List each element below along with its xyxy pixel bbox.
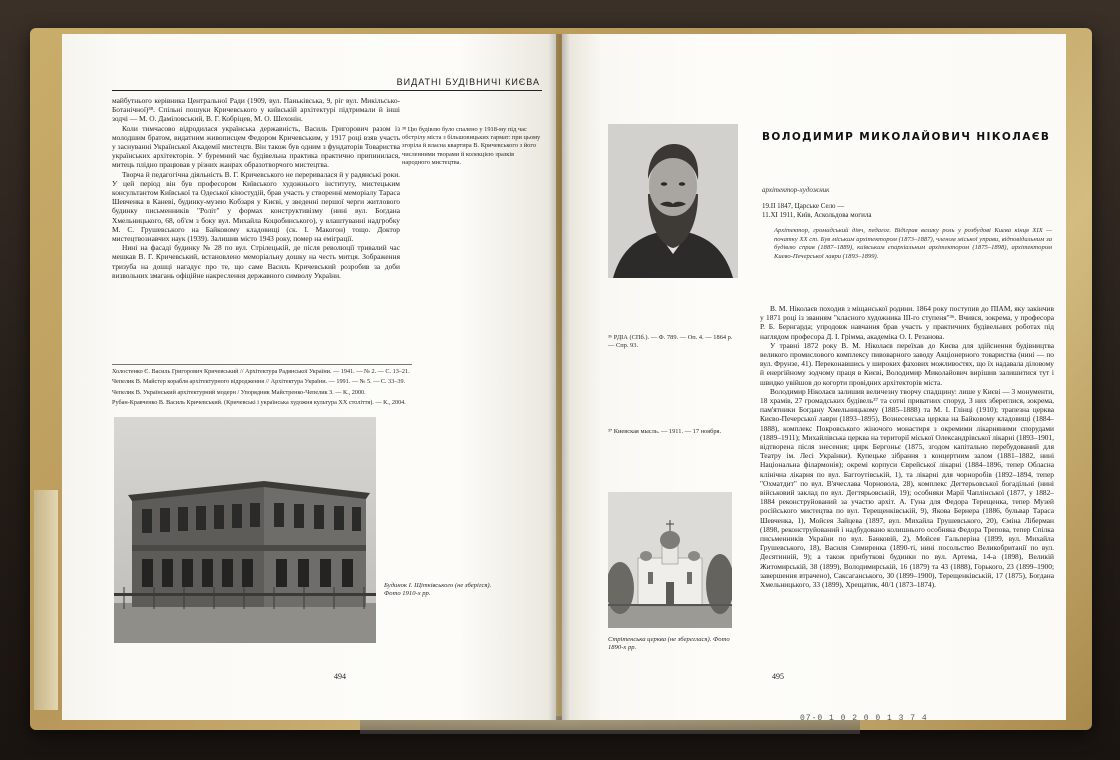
paragraph: Творча й педагогічна діяльність В. Г. Кричевського не переривалася й у радянські роки. У цей період він був професором Київського художнього інституту, мистецьким консультантом Київської та Одеської кіностудій, брав участь у створенні меморіалу Тараса Шевченка в Каневі, будинку-музею Кобзаря у Києві, у зведенні першої черги житлового будинку письменників "Роліт" у формах конструктивізму (нині вул. Богдана Хмельницького, 68, об'єм з боку вул. Михайла Коцюбинського), у влаштуванні надгробку М. С. Грушевського на Байковому кладовищі (ск. І. Макогон) тощо. Доктор мистецтвознавчих наук (1939). Залишив місто 1943 року, помер на еміграції. (112, 169, 400, 244)
church-photo (608, 492, 732, 628)
portrait-svg (608, 124, 738, 278)
book-gutter (548, 34, 570, 720)
paragraph: В. М. Ніколаєв походив з міщанської родини. 1864 року поступив до ПІАМ, яку закінчив у 1871 році із званням "класного художника III-го ступеня"³⁶. Вчився, зокрема, у професора Р. Б. Бернгарда; упродовж навчання брав участь у практичних будівельних роботах під наглядом професора Д. І. Грімма, академіка О. І. Резанова. (760, 304, 1054, 341)
bibliography-entry: Холостенко Є. Василь Григорович Кричевський // Архітектура Радянської України. — 1941. — № 2. — С. 13–21. (112, 368, 410, 375)
bibliography-entry: Рубан-Кравченко В. Василь Кричевський. (Кричевські і українська художня культура XX століття). — К., 2004. (112, 398, 406, 406)
barcode-text: 07-0 1 0 2 0 0 1 3 7 4 (800, 714, 928, 723)
right-page (562, 34, 1066, 720)
death-line: 11.XI 1911, Київ, Аскольдова могила (762, 211, 872, 219)
bibliography-rule (112, 364, 412, 365)
birth-line: 19.II 1847, Царське Село — (762, 202, 845, 210)
building-photo-caption: Будинок І. Щітківського (не зберігся). Фото 1910-х рр. (384, 582, 492, 598)
left-body-text (112, 96, 400, 280)
footnote: ³⁶ РДІА (СПб.). — Ф. 789. — Оп. 4. — 1864 р. — Спр. 93. (608, 334, 733, 350)
running-header: ВИДАТНІ БУДІВНИЧІ КИЄВА (396, 77, 540, 87)
life-dates (762, 202, 871, 220)
footnote: ³⁸ Цю будівлю було спалено у 1918-му під час обстрілу міста з більшовицьких гармат: при цьому згоріла й власна квартира В. Кричевського з його численними творами й колекцією зразків народного мистецтва. (402, 126, 541, 166)
person-role: архітектор-художник (762, 186, 830, 194)
bibliography-entry: Чепелик В. Український архітектурний модерн / Упорядник Майстренко-Чепелик З. — К., 2000. (112, 388, 366, 396)
paragraph: У травні 1872 року В. М. Ніколаєв переїхав до Києва для здійснення будівництва великого промислового комплексу пивоварного заводу Акціонерного товариства (нині — по вул. Фрунзе, 41). Переконавшись у широких фахових можливостях, що їх надавала діловому й енергійному зодчому праця в Києві, Володимир Миколайович вирішив залишитися тут і швидко увійшов до когорти провідних архітекторів міста. (760, 340, 1054, 387)
paragraph: майбутнього керівника Центральної Ради (1909, вул. Паньківська, 9, ріг вул. Микільсько-Ботанічної)³⁸. Спільні пошуки Кричевського у київській архітектурі підтримали й інші зодчі — М. О. Даміловський, В. Г. Кобріцев, М. О. Шехонін. (112, 96, 400, 124)
footnote: ³⁷ Киевская мысль. — 1911. — 17 ноября. (608, 428, 722, 435)
left-page (62, 34, 556, 720)
side-strip (34, 490, 58, 710)
person-name: ВОЛОДИМИР МИКОЛАЙОВИЧ НІКОЛАЄВ (762, 131, 1051, 143)
page-number: 495 (772, 672, 784, 681)
paragraph: Володимир Ніколаєв залишив величезну творчу спадщину: лише у Києві — 3 монументи, 18 храмів, 27 громадських будівель³⁷ та сотні приватних споруд. З них збереглися, зокрема, пам'ятники Богдану Хмельницькому (1885–1888) та М. І. Глінці (1910); трапезна церква Києво-Печерської лаври (1893–1895), Вознесенська церква на Байковому кладовищі (1884–1888), комплекс Покровського жіночого монастиря з окремими лікарняними спорудами (1889–1911); Михайлівська церква на території міської Олександрівської лікарні (1893–1901, відтворена після знесення; цирк Бергоньє (1875, згодом капітально перебудований для Театру ім. Лесі Українки). Купецьке зібрання з концертним залом (1881–1882, нині Національна філармонія); окремі корпуси Єврейської лікарні (1884–1896, тепер Обласна клінічна лікарня по вул. Баггоутівській, 1), та лікарні для чорноробів (1892–1894, тепер "Охматдит" по вул. В'ячеслава Чорновола, 28), комплекс Дегтерьовської богадільні (нині військовий заклад по вул. Дегтярьовській, 19); особняки Марії Чаплінської (1877, у 1882–1884 реконструйований за участю архіт. А. Гуна для Федора Терещенка, тепер Музей російського мистецтва по вул. Терещенківській, 9), Якова Бернера (1886, бульвар Тараса Шевченка, 1), Мойсея Зайцева (1897, вул. Михайла Грушевського, 20), Єміна Ліберман (1898, реконструйований і надбудовано колишнього особняка Федора Трепова, тепер Спілка письменників України по вул. Банковій, 2), Мойсея Гальперіна (1899, вул. Михайла Грушевського, 18), Василя Симиренка (1890-ті, нині посольство Великобританії по вул. Десятинній, 9); а також прибуткові будинки по вул. Артема, 14-а (1898), Великій Житомирській, 38 (1899), Володимирській, 16 (1879) та 43 (1888), Горького, 23 (1899–1900; завершення втрачено), Саксаганського, 30 (1899–1900), Терещенківській, 17 (1875), Богдана Хмельницького, 33 (1899), Хрещатик, 40/1 (1873–1874). (760, 386, 1054, 590)
header-rule (112, 90, 542, 91)
right-body-text (760, 304, 1054, 589)
person-summary: Архітектор, громадський діяч, педагог. Відіграв велику роль у розбудові Києва кінця XIX — початку XX ст. Був міським архітектором (1873–1887), членом міської управи, відповідальним за будівлю справ (1887–1889), київським єпархіальним архітектором (1875–1898), архітектором Києво-Печерської лаври (1893–1899). (774, 227, 1052, 260)
building-photo-svg (114, 417, 376, 643)
church-photo-caption: Стрітенська церква (не збереглася). Фото 1890-х рр. (608, 636, 730, 652)
church-svg (608, 492, 732, 628)
paragraph: Коли тимчасово відродилася українська державність, Василь Григорович разом із молодшим братом, видатним живописцем Федором Кричевським, у 1917 році взяв участь у заснуванні Української Академії мистецтв. Він також був одним з фундаторів Товариства українських архітекторів. У буремний час будівельна практика практично припинилася, митець плідно працював у різних жанрах образотворчого мистецтва. (112, 123, 400, 170)
building-photo (114, 417, 376, 643)
bibliography-entry: Чепелик В. Майстер корабля архітектурного відродження // Архітектура України. — 1991. — № 5. — С. 33–39. (112, 378, 406, 386)
bibliography (112, 368, 412, 409)
portrait-photo (608, 124, 738, 278)
page-number: 494 (334, 672, 346, 681)
paragraph: Нині на фасаді будинку № 28 по вул. Стрілецькій, де після революції тривалий час мешкав В. Г. Кричевський, встановлено меморіальну дошку на честь митця. Зображення тризуба на дошці нагадує про те, що саме Василь Кричевський розробив за доби визвольних змагань офіційне накреслення державного символу України. (112, 243, 400, 280)
